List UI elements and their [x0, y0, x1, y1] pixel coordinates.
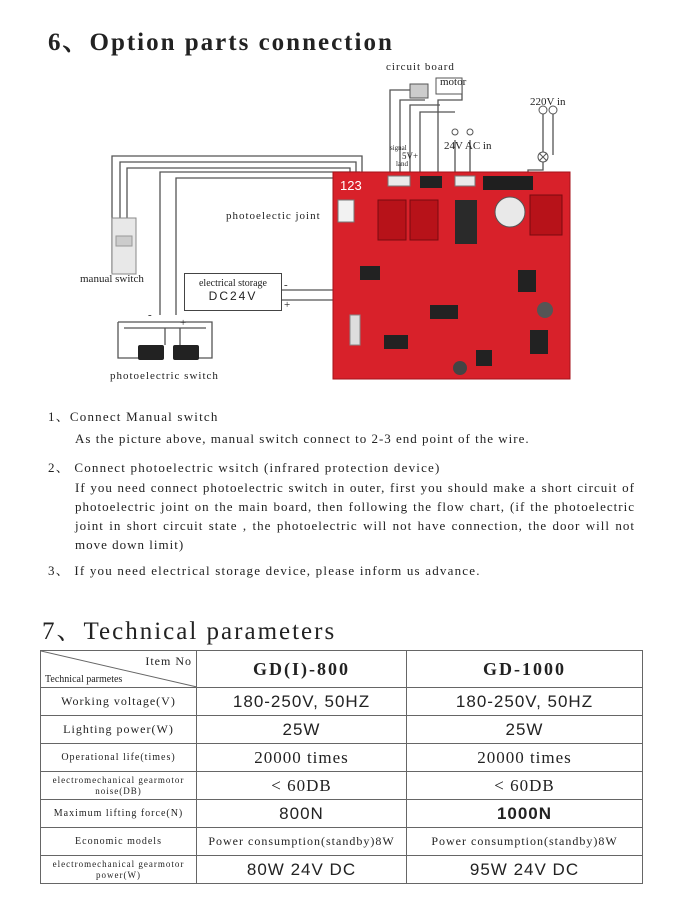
table-corner-cell [41, 651, 197, 688]
table-row [41, 828, 643, 856]
row-label: Economic models [41, 828, 197, 856]
circuit-board-label: circuit board [386, 61, 455, 73]
board-number: 123 [340, 178, 362, 193]
table-row [41, 800, 643, 828]
row-value-2: 1000N [407, 800, 643, 828]
ac220-label: 220V in [530, 96, 566, 108]
row-label: electromechanical gearmotor power(W) [41, 856, 197, 884]
row-label: Working voltage(V) [41, 688, 197, 716]
wiring-diagram [0, 60, 680, 390]
corner-item-no: Item No [145, 654, 192, 668]
step-2-body: If you need connect photoelectric switch in outer, first you should make a short circuit of photoelectric joint on the main board, then following the flow chart, (if the photoelectric joint in short circuit state , the photoelectric will not have connection, the door will not move down limit) [75, 480, 635, 552]
row-value-2: 25W [407, 716, 643, 744]
row-value-2: 20000 times [407, 744, 643, 772]
table-row [41, 744, 643, 772]
row-value-1: < 60DB [197, 772, 407, 800]
row-value-1: 80W 24V DC [197, 856, 407, 884]
land-label: land [396, 160, 409, 168]
section-6-title: 6、Option parts connection [48, 29, 394, 56]
signal-label: signal [390, 144, 407, 152]
photo-joint-label: photoelectic joint [226, 210, 321, 222]
model-header-1: GD(I)-800 [197, 651, 407, 688]
table-row [41, 716, 643, 744]
table-row [41, 688, 643, 716]
step-3-heading: 3、 If you need electrical storage device, please inform us advance. [48, 563, 481, 578]
row-value-2: 180-250V, 50HZ [407, 688, 643, 716]
storage-label: electrical storage [198, 278, 267, 289]
row-label: electromechanical gearmotor noise(DB) [41, 772, 197, 800]
row-value-1: 800N [197, 800, 407, 828]
row-value-1: 20000 times [197, 744, 407, 772]
motor-label: motor [440, 76, 467, 88]
technical-parameters-table [40, 650, 643, 884]
row-label: Maximum lifting force(N) [41, 800, 197, 828]
photo-minus: - [148, 309, 152, 321]
model-header-2: GD-1000 [407, 651, 643, 688]
row-value-1: 25W [197, 716, 407, 744]
table-row [41, 772, 643, 800]
corner-parameters: Technical parmetes [45, 674, 123, 685]
table-row [41, 856, 643, 884]
ac24-label: 24V AC in [444, 140, 492, 152]
section-7-title: 7、Technical parameters [42, 618, 337, 645]
storage-voltage: DC24V [208, 289, 258, 303]
step-1-heading: 1、Connect Manual switch [48, 409, 219, 424]
row-value-2: 95W 24V DC [407, 856, 643, 884]
row-label: Lighting power(W) [41, 716, 197, 744]
row-value-2: Power consumption(standby)8W [407, 828, 643, 856]
photo-plus: + [180, 317, 187, 329]
row-value-1: 180-250V, 50HZ [197, 688, 407, 716]
electrical-storage-box [184, 273, 282, 311]
row-label: Operational life(times) [41, 744, 197, 772]
photo-switch-label: photoelectric switch [110, 370, 219, 382]
5v-label: 5V+ [402, 151, 419, 161]
row-value-2: < 60DB [407, 772, 643, 800]
storage-minus: - [284, 279, 288, 291]
step-1-body: As the picture above, manual switch connect to 2-3 end point of the wire. [75, 431, 530, 446]
step-2-heading: 2、 Connect photoelectric wsitch (infrared protection device) [48, 460, 441, 475]
row-value-1: Power consumption(standby)8W [197, 828, 407, 856]
manual-switch-label: manual switch [80, 273, 144, 285]
storage-plus: + [284, 299, 291, 311]
